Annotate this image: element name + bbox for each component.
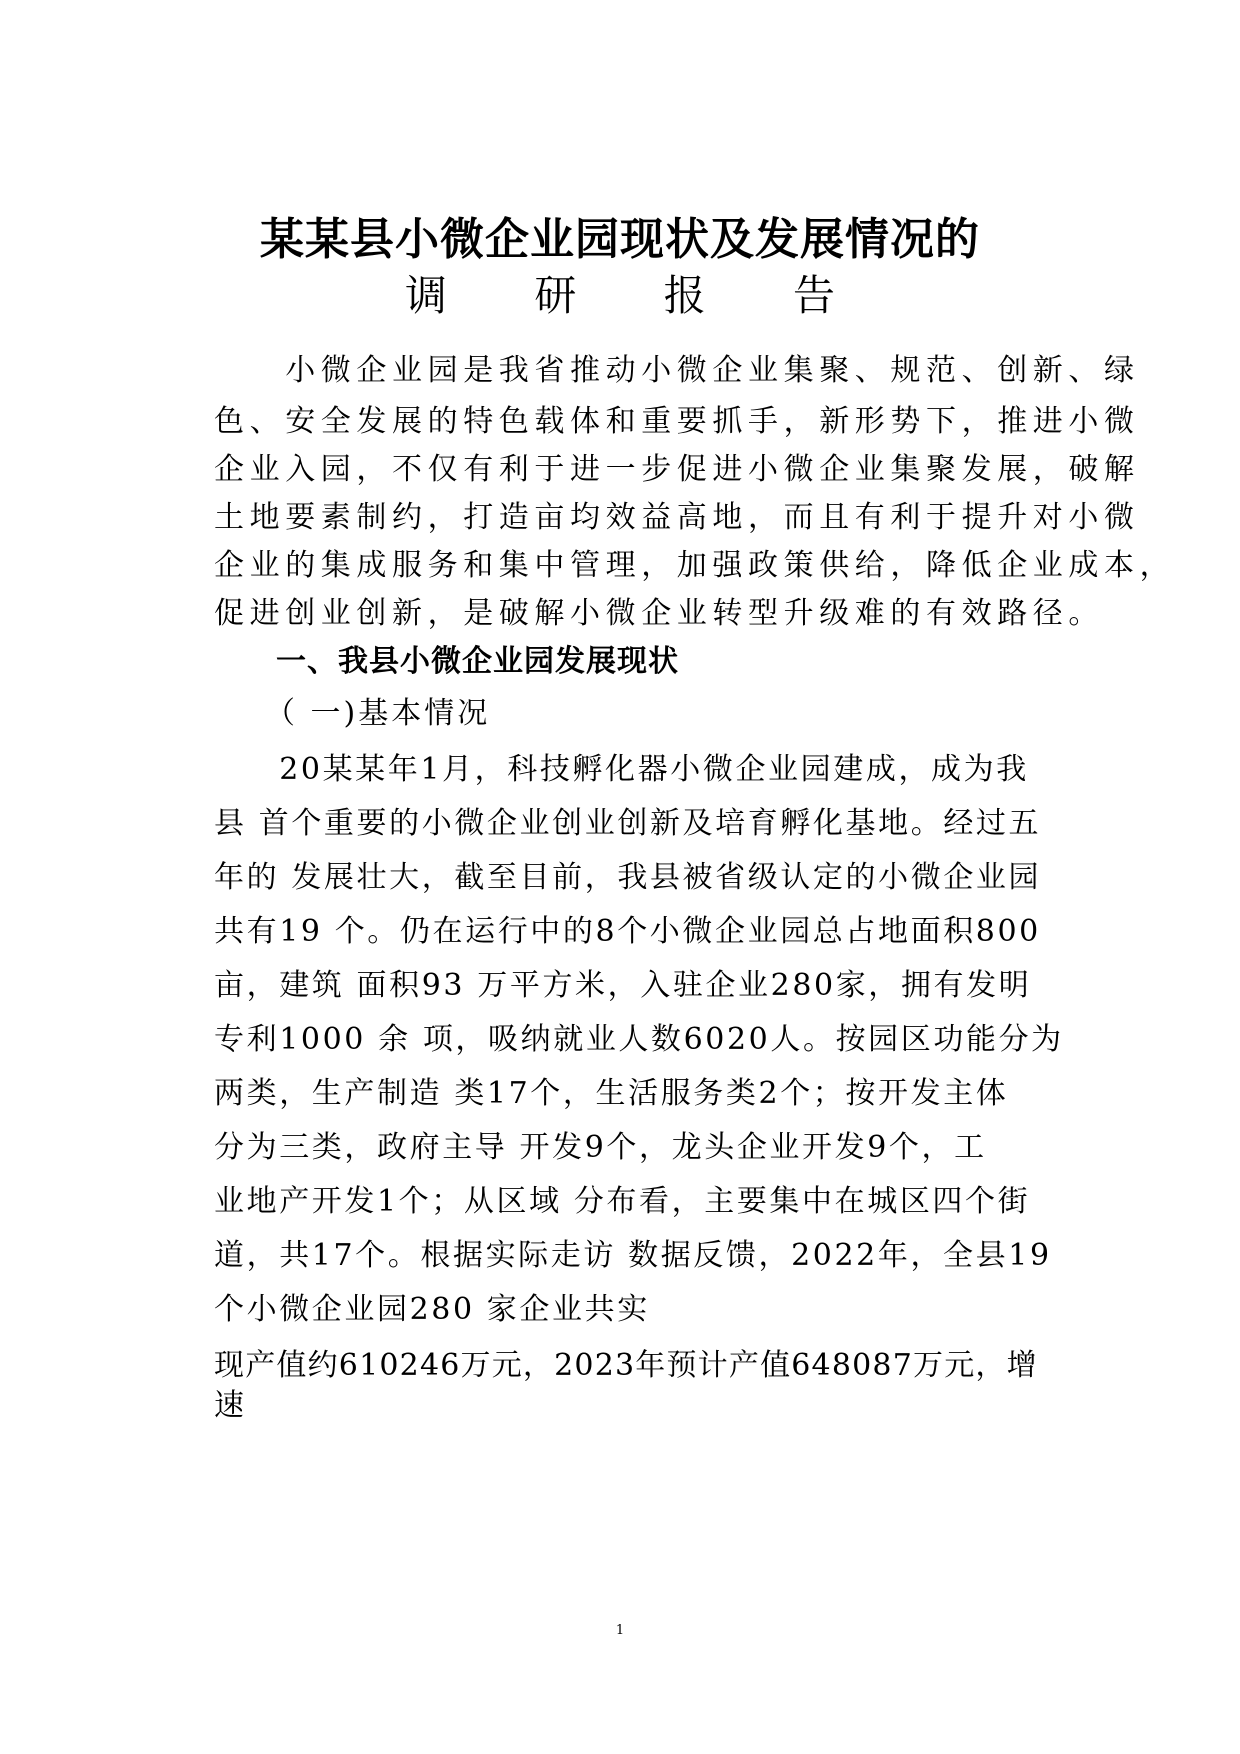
- section-heading: 一、我县小微企业园发展现状: [214, 644, 679, 679]
- subsection-heading: （ 一)基本情况: [214, 696, 491, 731]
- body-line-2: 县 首个重要的小微企业创业创新及培育孵化基地。经过五: [214, 806, 1042, 841]
- body-line-4: 共有19 个。仍在运行中的8个小微企业园总占地面积800: [214, 914, 1041, 949]
- body-line-7: 两类，生产制造 类17个，生活服务类2个；按开发主体: [214, 1076, 1009, 1111]
- intro-line-2: 色、安全发展的特色载体和重要抓手，新形势下，推进小微: [214, 404, 1140, 439]
- body-line-9: 业地产开发1个；从区域 分布看，主要集中在城区四个街: [214, 1184, 1031, 1219]
- body-line-6: 专利1000 余 项，吸纳就业人数6020人。按园区功能分为: [214, 1022, 1064, 1057]
- body-line-3: 年的 发展壮大，截至目前，我县被省级认定的小微企业园: [214, 860, 1042, 895]
- body-tail-line-1: 现产值约610246万元，2023年预计产值648087万元，增: [214, 1348, 1038, 1383]
- document-subtitle: 调 研 报 告: [404, 271, 873, 320]
- intro-line-4: 土地要素制约，打造亩均效益高地，而且有利于提升对小微: [214, 500, 1140, 535]
- page-number: 1: [615, 1623, 625, 1638]
- document-title: 某某县小微企业园现状及发展情况的: [260, 214, 980, 265]
- intro-line-1: 小微企业园是我省推动小微企业集聚、规范、创新、绿: [214, 353, 1140, 388]
- body-line-8: 分为三类，政府主导 开发9个，龙头企业开发9个，工: [214, 1130, 987, 1165]
- body-line-10: 道，共17个。根据实际走访 数据反馈，2022年，全县19: [214, 1238, 1052, 1273]
- body-line-11: 个小微企业园280 家企业共实: [214, 1292, 650, 1327]
- body-line-5: 亩，建筑 面积93 万平方米，入驻企业280家，拥有发明: [214, 968, 1032, 1003]
- body-line-1: 20某某年1月，科技孵化器小微企业园建成，成为我: [214, 752, 1029, 787]
- intro-line-6: 促进创业创新，是破解小微企业转型升级难的有效路径。: [214, 596, 1104, 631]
- intro-line-5: 企业的集成服务和集中管理，加强政策供给，降低企业成本，: [214, 548, 1176, 583]
- body-tail-line-2: 速: [214, 1388, 246, 1423]
- intro-line-3: 企业入园，不仅有利于进一步促进小微企业集聚发展，破解: [214, 452, 1140, 487]
